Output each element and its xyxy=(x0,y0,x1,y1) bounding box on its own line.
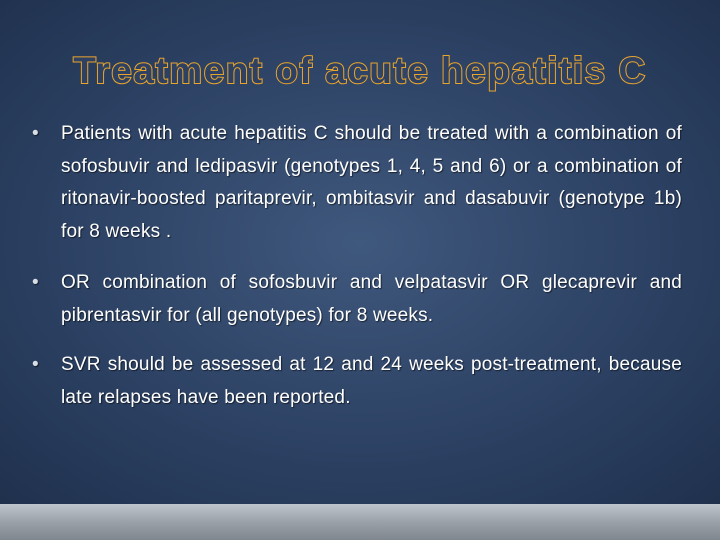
bullet-dot-icon: • xyxy=(32,272,39,293)
bullet-dot-icon: • xyxy=(32,354,39,375)
bullet-text: Patients with acute hepatitis C should be treated with a combination of sofosbuvir and ledipasvir (genotypes 1, 4, 5 and 6) or a combination of ritonavir-boosted paritaprevir, ombitasvir and dasabuvir (genotype 1b) for 8 weeks . xyxy=(61,123,682,242)
slide-title: Treatment of acute hepatitis C xyxy=(73,50,647,91)
bullet-text: SVR should be assessed at 12 and 24 weeks post-treatment, because late relapses have been reported. xyxy=(61,354,682,408)
bullet-text: OR combination of sofosbuvir and velpatasvir OR glecaprevir and pibrentasvir for (all genotypes) for 8 weeks. xyxy=(61,272,682,326)
bullet-item xyxy=(32,349,682,414)
footer-bar xyxy=(0,504,720,540)
bullet-item xyxy=(32,267,682,332)
bullet-dot-icon: • xyxy=(32,123,39,144)
bullet-list xyxy=(32,118,682,414)
bullet-item xyxy=(32,118,682,248)
